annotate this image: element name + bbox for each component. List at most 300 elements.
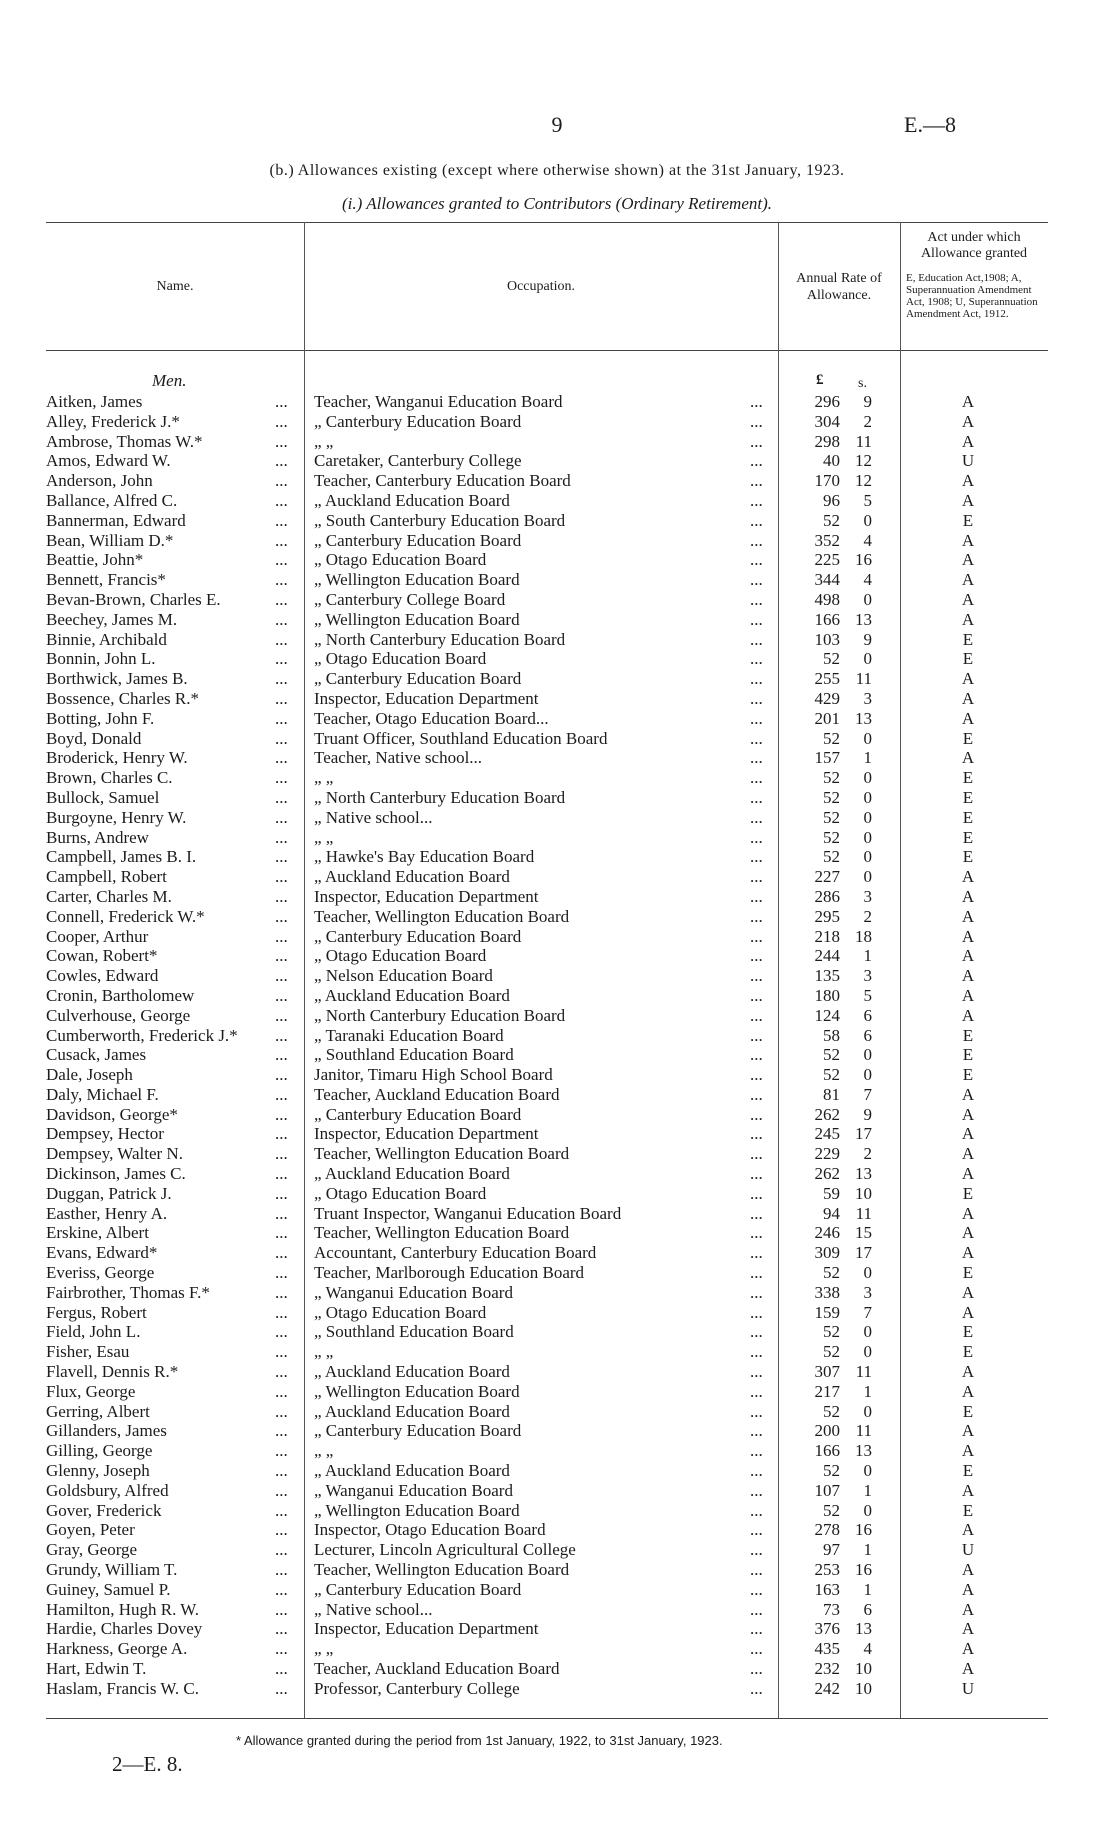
table-row	[0, 511, 1114, 531]
leader-dots: ...	[275, 728, 288, 748]
allowance-shillings: 11	[855, 1421, 872, 1441]
act-code: E	[962, 787, 974, 807]
leader-dots: ...	[750, 966, 763, 986]
occupation: Teacher, Auckland Education Board	[314, 1084, 560, 1104]
pensioner-name: Hart, Edwin T.	[46, 1659, 147, 1678]
table-row	[0, 570, 1114, 590]
allowance-shillings: 0	[863, 1342, 872, 1362]
act-code: A	[961, 1144, 975, 1164]
pensioner-name: Beechey, James M.	[46, 609, 178, 629]
allowance-shillings: 11	[855, 669, 872, 689]
leader-dots: ...	[750, 669, 763, 689]
occupation: „ Auckland Education Board	[314, 867, 510, 887]
leader-dots: ...	[275, 787, 288, 807]
pensioner-name: Gilling, George	[46, 1441, 153, 1461]
allowance-shillings: 13	[855, 1619, 872, 1639]
allowance-shillings: 5	[863, 985, 872, 1005]
table-row	[0, 1619, 1114, 1639]
leader-dots: ...	[750, 1520, 763, 1540]
occupation: „ Native school...	[314, 807, 433, 827]
leader-dots: ...	[275, 510, 288, 530]
pensioner-name: Campbell, James B. I.	[46, 847, 197, 867]
table-row	[0, 491, 1114, 511]
allowance-pounds: 298	[814, 431, 840, 451]
pensioner-name: Gerring, Albert	[46, 1401, 150, 1421]
table-row	[0, 946, 1114, 966]
table-row	[0, 907, 1114, 927]
act-code: A	[961, 570, 975, 590]
act-code: E	[962, 1263, 974, 1283]
table-row	[0, 1461, 1114, 1481]
occupation: „ Canterbury Education Board	[314, 926, 522, 946]
allowance-shillings: 6	[863, 1005, 872, 1025]
shillings-unit-label: s.	[858, 376, 867, 391]
allowance-shillings: 0	[863, 1500, 872, 1520]
occupation: „ Wellington Education Board	[314, 1500, 520, 1520]
occupation: Teacher, Native school...	[314, 748, 483, 768]
act-code: A	[961, 1282, 975, 1302]
pensioner-name: Gillanders, James	[46, 1421, 167, 1441]
act-code: A	[961, 985, 975, 1005]
occupation: „ Southland Education Board	[314, 1045, 514, 1065]
allowance-shillings: 9	[863, 392, 872, 411]
allowance-shillings: 3	[863, 886, 872, 906]
table-row	[0, 1105, 1114, 1125]
allowance-pounds: 52	[823, 1461, 840, 1481]
leader-dots: ...	[750, 1579, 763, 1599]
pensioner-name: Dempsey, Walter N.	[46, 1144, 183, 1164]
allowance-shillings: 13	[855, 1441, 872, 1461]
table-row	[0, 649, 1114, 669]
column-header-act-legend: E, Education Act,1908; A, Superannuation Amendment Act, 1908; U, Superannuation Amendment Act, 1912.	[906, 272, 1038, 320]
leader-dots: ...	[275, 1421, 288, 1441]
allowance-shillings: 2	[863, 1144, 872, 1164]
pensioner-name: Bevan-Brown, Charles E.	[46, 589, 221, 609]
allowance-shillings: 1	[863, 748, 872, 768]
pensioner-name: Flavell, Dennis R.*	[46, 1362, 179, 1382]
table-row	[0, 1520, 1114, 1540]
allowance-pounds: 429	[814, 688, 840, 708]
leader-dots: ...	[275, 530, 288, 550]
table-row	[0, 590, 1114, 610]
occupation: „ „	[314, 431, 334, 451]
occupation: Janitor, Timaru High School Board	[314, 1065, 553, 1085]
table-row	[0, 966, 1114, 986]
allowance-shillings: 0	[863, 1065, 872, 1085]
pensioner-name: Goyen, Peter	[46, 1520, 135, 1540]
allowance-pounds: 253	[814, 1560, 840, 1580]
table-row	[0, 1402, 1114, 1422]
pensioner-name: Harkness, George A.	[46, 1639, 188, 1659]
pensioner-name: Bean, William D.*	[46, 530, 174, 550]
allowance-shillings: 17	[855, 1243, 872, 1263]
table-row	[0, 1560, 1114, 1580]
pensioner-name: Fergus, Robert	[46, 1302, 147, 1322]
occupation: „ South Canterbury Education Board	[314, 510, 566, 530]
allowance-pounds: 52	[823, 649, 840, 669]
leader-dots: ...	[750, 748, 763, 768]
allowance-shillings: 4	[863, 530, 872, 550]
table-row	[0, 1362, 1114, 1382]
occupation: Lecturer, Lincoln Agricultural College	[314, 1540, 576, 1560]
act-code: U	[961, 1540, 975, 1560]
allowance-pounds: 103	[814, 629, 840, 649]
leader-dots: ...	[275, 708, 288, 728]
occupation: Teacher, Canterbury Education Board	[314, 471, 571, 491]
leader-dots: ...	[275, 1579, 288, 1599]
allowance-shillings: 0	[863, 768, 872, 788]
occupation: Teacher, Otago Education Board...	[314, 708, 549, 728]
leader-dots: ...	[275, 649, 288, 669]
allowance-shillings: 0	[863, 867, 872, 887]
leader-dots: ...	[750, 1659, 763, 1678]
allowance-pounds: 352	[814, 530, 840, 550]
leader-dots: ...	[750, 451, 763, 471]
allowance-pounds: 180	[814, 985, 840, 1005]
allowance-shillings: 9	[863, 629, 872, 649]
occupation: „ Auckland Education Board	[314, 490, 510, 510]
act-code: A	[961, 1441, 975, 1461]
leader-dots: ...	[750, 688, 763, 708]
leader-dots: ...	[750, 985, 763, 1005]
act-code: A	[961, 669, 975, 689]
allowance-shillings: 0	[863, 1045, 872, 1065]
allowance-pounds: 309	[814, 1243, 840, 1263]
occupation: „ „	[314, 768, 334, 788]
act-code: E	[962, 1461, 974, 1481]
allowance-shillings: 1	[863, 946, 872, 966]
leader-dots: ...	[750, 1104, 763, 1124]
leader-dots: ...	[275, 1183, 288, 1203]
occupation: Teacher, Wellington Education Board	[314, 906, 570, 926]
allowance-shillings: 15	[855, 1223, 872, 1243]
pensioner-name: Brown, Charles C.	[46, 768, 173, 788]
act-code: A	[961, 946, 975, 966]
allowance-pounds: 52	[823, 1045, 840, 1065]
occupation: „ Taranaki Education Board	[314, 1025, 504, 1045]
table-row	[0, 412, 1114, 432]
leader-dots: ...	[750, 1065, 763, 1085]
occupation: „ North Canterbury Education Board	[314, 1005, 566, 1025]
allowance-pounds: 52	[823, 728, 840, 748]
table-row	[0, 610, 1114, 630]
allowance-pounds: 96	[823, 490, 840, 510]
allowance-pounds: 170	[814, 471, 840, 491]
act-code: A	[961, 966, 975, 986]
pensioner-name: Cooper, Arthur	[46, 926, 149, 946]
act-code: A	[961, 1104, 975, 1124]
act-code: A	[961, 550, 975, 570]
leader-dots: ...	[750, 1203, 763, 1223]
allowance-pounds: 278	[814, 1520, 840, 1540]
allowance-shillings: 3	[863, 1282, 872, 1302]
allowance-shillings: 11	[855, 1362, 872, 1382]
leader-dots: ...	[750, 1639, 763, 1659]
pensioner-name: Grundy, William T.	[46, 1560, 178, 1580]
allowance-pounds: 218	[814, 926, 840, 946]
table-row	[0, 471, 1114, 491]
allowance-pounds: 245	[814, 1124, 840, 1144]
leader-dots: ...	[275, 431, 288, 451]
allowance-pounds: 52	[823, 847, 840, 867]
allowance-table-body	[0, 392, 1114, 1699]
table-row	[0, 1580, 1114, 1600]
occupation: „ Southland Education Board	[314, 1322, 514, 1342]
occupation: Truant Officer, Southland Education Board	[314, 728, 608, 748]
leader-dots: ...	[750, 1045, 763, 1065]
act-code: A	[961, 392, 975, 411]
allowance-pounds: 166	[814, 609, 840, 629]
table-row	[0, 1679, 1114, 1699]
allowance-pounds: 157	[814, 748, 840, 768]
occupation: Accountant, Canterbury Education Board	[314, 1243, 597, 1263]
allowance-shillings: 12	[855, 451, 872, 471]
allowance-pounds: 81	[823, 1084, 840, 1104]
act-code: A	[961, 530, 975, 550]
leader-dots: ...	[750, 867, 763, 887]
pounds-unit-label: £	[816, 372, 824, 388]
column-header-act: Act under which Allowance granted	[920, 230, 1028, 261]
pensioner-name: Cowan, Robert*	[46, 946, 158, 966]
leader-dots: ...	[750, 1480, 763, 1500]
leader-dots: ...	[275, 411, 288, 431]
allowance-pounds: 286	[814, 886, 840, 906]
allowance-shillings: 0	[863, 649, 872, 669]
leader-dots: ...	[275, 1025, 288, 1045]
occupation: „ Auckland Education Board	[314, 1401, 510, 1421]
allowance-shillings: 2	[863, 906, 872, 926]
leader-dots: ...	[275, 1223, 288, 1243]
allowance-pounds: 166	[814, 1441, 840, 1461]
leader-dots: ...	[750, 1678, 763, 1698]
occupation: Truant Inspector, Wanganui Education Board	[314, 1203, 622, 1223]
allowance-shillings: 16	[855, 1520, 872, 1540]
leader-dots: ...	[275, 847, 288, 867]
allowance-pounds: 304	[814, 411, 840, 431]
leader-dots: ...	[275, 1342, 288, 1362]
allowance-shillings: 10	[855, 1659, 872, 1678]
leader-dots: ...	[275, 1124, 288, 1144]
act-code: E	[962, 1025, 974, 1045]
allowance-pounds: 307	[814, 1362, 840, 1382]
leader-dots: ...	[275, 1678, 288, 1698]
table-row	[0, 808, 1114, 828]
table-row	[0, 1303, 1114, 1323]
allowance-pounds: 52	[823, 1322, 840, 1342]
pensioner-name: Campbell, Robert	[46, 867, 167, 887]
occupation: Caretaker, Canterbury College	[314, 451, 522, 471]
allowance-pounds: 232	[814, 1659, 840, 1678]
occupation: Teacher, Wanganui Education Board	[314, 392, 563, 411]
table-bottom-rule	[46, 1718, 1048, 1719]
pensioner-name: Everiss, George	[46, 1263, 155, 1283]
allowance-shillings: 3	[863, 688, 872, 708]
allowance-pounds: 338	[814, 1282, 840, 1302]
allowance-pounds: 159	[814, 1302, 840, 1322]
occupation: „ „	[314, 827, 334, 847]
table-row	[0, 1263, 1114, 1283]
leader-dots: ...	[750, 1540, 763, 1560]
act-code: A	[961, 1243, 975, 1263]
pensioner-name: Erskine, Albert	[46, 1223, 149, 1243]
table-row	[0, 1283, 1114, 1303]
table-row	[0, 1144, 1114, 1164]
allowance-pounds: 40	[823, 451, 840, 471]
leader-dots: ...	[275, 867, 288, 887]
leader-dots: ...	[275, 1500, 288, 1520]
act-code: E	[962, 827, 974, 847]
allowance-pounds: 200	[814, 1421, 840, 1441]
table-row	[0, 1501, 1114, 1521]
table-row	[0, 709, 1114, 729]
act-code: A	[961, 1223, 975, 1243]
allowance-shillings: 18	[855, 926, 872, 946]
allowance-pounds: 227	[814, 867, 840, 887]
allowance-pounds: 59	[823, 1183, 840, 1203]
allowance-shillings: 16	[855, 550, 872, 570]
leader-dots: ...	[750, 946, 763, 966]
pensioner-name: Ballance, Alfred C.	[46, 490, 178, 510]
act-code: A	[961, 1520, 975, 1540]
allowance-pounds: 52	[823, 1500, 840, 1520]
act-code: A	[961, 1659, 975, 1678]
act-code: A	[961, 886, 975, 906]
pensioner-name: Fairbrother, Thomas F.*	[46, 1282, 210, 1302]
leader-dots: ...	[275, 1302, 288, 1322]
pensioner-name: Dickinson, James C.	[46, 1164, 186, 1184]
act-code: E	[962, 847, 974, 867]
allowance-pounds: 52	[823, 787, 840, 807]
allowance-pounds: 244	[814, 946, 840, 966]
table-row	[0, 1223, 1114, 1243]
table-row	[0, 1659, 1114, 1679]
pensioner-name: Hardie, Charles Dovey	[46, 1619, 203, 1639]
allowance-pounds: 52	[823, 768, 840, 788]
leader-dots: ...	[275, 629, 288, 649]
allowance-pounds: 262	[814, 1104, 840, 1124]
leader-dots: ...	[275, 1480, 288, 1500]
occupation: „ Auckland Education Board	[314, 1164, 510, 1184]
occupation: „ Auckland Education Board	[314, 1461, 510, 1481]
act-code: A	[961, 1579, 975, 1599]
leader-dots: ...	[750, 1263, 763, 1283]
pensioner-name: Connell, Frederick W.*	[46, 906, 205, 926]
pensioner-name: Glenny, Joseph	[46, 1461, 150, 1481]
occupation: Inspector, Education Department	[314, 886, 539, 906]
leader-dots: ...	[275, 1263, 288, 1283]
allowance-pounds: 435	[814, 1639, 840, 1659]
leader-dots: ...	[275, 1540, 288, 1560]
allowance-shillings: 0	[863, 589, 872, 609]
table-row	[0, 1639, 1114, 1659]
allowance-shillings: 0	[863, 827, 872, 847]
allowance-pounds: 135	[814, 966, 840, 986]
leader-dots: ...	[750, 827, 763, 847]
occupation: „ North Canterbury Education Board	[314, 787, 566, 807]
table-row	[0, 847, 1114, 867]
pensioner-name: Burns, Andrew	[46, 827, 149, 847]
leader-dots: ...	[275, 1322, 288, 1342]
act-code: A	[961, 1124, 975, 1144]
table-row	[0, 867, 1114, 887]
allowance-shillings: 7	[863, 1084, 872, 1104]
occupation: „ Canterbury Education Board	[314, 530, 522, 550]
allowance-shillings: 4	[863, 570, 872, 590]
column-header-name: Name.	[156, 279, 194, 294]
pensioner-name: Cowles, Edward	[46, 966, 159, 986]
occupation: Teacher, Marlborough Education Board	[314, 1263, 585, 1283]
table-row	[0, 1600, 1114, 1620]
occupation: „ Wanganui Education Board	[314, 1282, 513, 1302]
allowance-pounds: 73	[823, 1599, 840, 1619]
occupation: Professor, Canterbury College	[314, 1678, 520, 1698]
allowance-pounds: 242	[814, 1678, 840, 1698]
leader-dots: ...	[750, 1599, 763, 1619]
pensioner-name: Goldsbury, Alfred	[46, 1480, 169, 1500]
occupation: „ Auckland Education Board	[314, 1362, 510, 1382]
leader-dots: ...	[750, 1243, 763, 1263]
document-code: E.—8	[904, 112, 956, 137]
allowance-shillings: 11	[855, 431, 872, 451]
column-header-occupation: Occupation.	[506, 279, 576, 294]
leader-dots: ...	[275, 688, 288, 708]
allowance-shillings: 6	[863, 1599, 872, 1619]
occupation: „ Auckland Education Board	[314, 985, 510, 1005]
occupation: „ Hawke's Bay Education Board	[314, 847, 535, 867]
table-row	[0, 1342, 1114, 1362]
act-code: A	[961, 1480, 975, 1500]
allowance-shillings: 17	[855, 1124, 872, 1144]
allowance-pounds: 97	[823, 1540, 840, 1560]
leader-dots: ...	[275, 1659, 288, 1678]
section-title: (b.) Allowances existing (except where otherwise shown) at the 31st January, 1923.	[269, 162, 845, 179]
table-row	[0, 669, 1114, 689]
act-code: A	[961, 411, 975, 431]
pensioner-name: Hamilton, Hugh R. W.	[46, 1599, 200, 1619]
allowance-shillings: 13	[855, 708, 872, 728]
pensioner-name: Bonnin, John L.	[46, 649, 156, 669]
pensioner-name: Bullock, Samuel	[46, 787, 160, 807]
pensioner-name: Dempsey, Hector	[46, 1124, 164, 1144]
occupation: Inspector, Education Department	[314, 688, 539, 708]
leader-dots: ...	[275, 1144, 288, 1164]
allowance-pounds: 107	[814, 1480, 840, 1500]
leader-dots: ...	[750, 906, 763, 926]
allowance-pounds: 344	[814, 570, 840, 590]
allowance-pounds: 262	[814, 1164, 840, 1184]
occupation: „ Nelson Education Board	[314, 966, 493, 986]
act-code: A	[961, 688, 975, 708]
table-row	[0, 1441, 1114, 1461]
table-row	[0, 1204, 1114, 1224]
allowance-shillings: 1	[863, 1540, 872, 1560]
allowance-shillings: 4	[863, 1639, 872, 1659]
leader-dots: ...	[275, 1639, 288, 1659]
allowance-shillings: 5	[863, 490, 872, 510]
pensioner-name: Daly, Michael F.	[46, 1084, 159, 1104]
act-code: A	[961, 609, 975, 629]
leader-dots: ...	[275, 1203, 288, 1223]
act-code: E	[962, 1500, 974, 1520]
allowance-pounds: 163	[814, 1579, 840, 1599]
act-code: E	[962, 1322, 974, 1342]
occupation: „ Canterbury College Board	[314, 589, 506, 609]
table-row	[0, 392, 1114, 412]
pensioner-name: Boyd, Donald	[46, 728, 142, 748]
leader-dots: ...	[750, 609, 763, 629]
allowance-shillings: 0	[863, 1322, 872, 1342]
leader-dots: ...	[750, 886, 763, 906]
